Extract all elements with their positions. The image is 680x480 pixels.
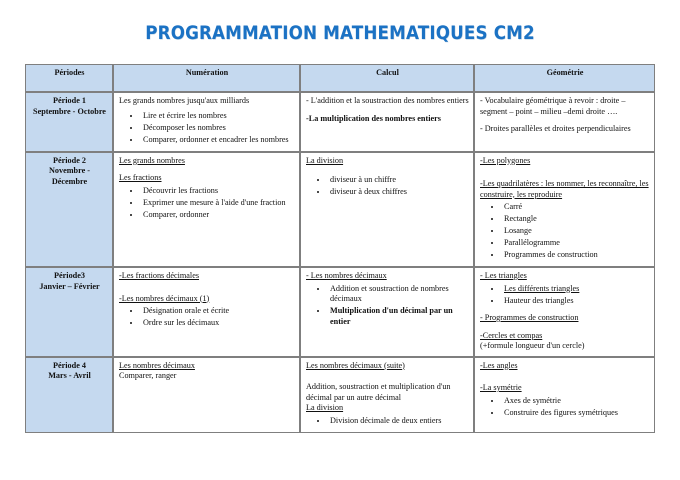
geometrie-line-2: - Droites parallèles et droites perpendiculaires — [480, 124, 631, 133]
list-item: • Parallélogramme — [502, 238, 650, 249]
list-item: • Multiplication d'un décimal par un entier — [328, 306, 469, 327]
period-name: Période 4 — [53, 360, 86, 370]
list-item: • Construire des figures symétriques — [502, 408, 650, 419]
list-item: • Découvrir les fractions — [141, 186, 295, 197]
programmation-table — [25, 64, 655, 433]
period-cell — [25, 357, 113, 433]
period-months: Septembre - Octobre — [33, 106, 106, 116]
calcul-heading: La division — [306, 155, 344, 165]
list-item: • Hauteur des triangles — [502, 296, 650, 307]
table-row — [25, 152, 655, 268]
period-name: Période 2 — [53, 155, 86, 165]
period-cell — [25, 267, 113, 357]
list-item: • Comparer, ordonner — [141, 210, 295, 221]
numeration-cell — [113, 152, 300, 268]
geometrie-bullet-list — [480, 396, 650, 419]
table-header-row — [25, 64, 655, 92]
list-item: • Axes de symétrie — [502, 396, 650, 407]
page-title: PROGRAMMATION MATHEMATIQUES CM2 — [145, 22, 535, 44]
geometrie-line-3: -Cercles et compas — [480, 330, 543, 340]
numeration-heading: Les nombres décimaux — [119, 360, 195, 370]
table-header — [25, 64, 655, 92]
period-cell — [25, 152, 113, 268]
numeration-cell — [113, 267, 300, 357]
geometrie-cell — [474, 92, 655, 152]
period-cell — [25, 92, 113, 152]
list-item: • Rectangle — [502, 214, 650, 225]
period-name: Période 1 — [53, 96, 86, 105]
calcul-heading-2: La division — [306, 403, 344, 412]
period-name: Période3 — [54, 271, 85, 280]
list-item: • Les différents triangles — [502, 284, 650, 295]
list-item: • Division décimale de deux entiers — [328, 416, 469, 427]
calcul-bullet-list — [306, 175, 469, 198]
column-header-periodes: Périodes — [25, 64, 113, 92]
calcul-cell — [300, 267, 474, 357]
calcul-cell — [300, 92, 474, 152]
column-header-numeration: Numération — [113, 64, 300, 92]
table-body — [25, 92, 655, 433]
geometrie-heading-1: -Les angles — [480, 360, 518, 370]
calcul-cell — [300, 152, 474, 268]
calcul-heading: - Les nombres décimaux — [306, 271, 387, 280]
geometrie-bullet-list — [480, 284, 650, 307]
geometrie-bullet-list — [480, 202, 650, 261]
calcul-line-2: -La multiplication des nombres entiers — [306, 113, 441, 123]
calcul-bullet-list — [306, 416, 469, 427]
geometrie-heading-1: -Les polygones — [480, 155, 531, 165]
geometrie-line-2: - Programmes de construction — [480, 313, 579, 322]
period-months: Novembre - Décembre — [48, 166, 90, 186]
numeration-heading-2: Les fractions — [119, 173, 162, 182]
geometrie-heading-2: -Les quadrilatères : les nommer, les reconnaître, les construire, les reproduire — [480, 179, 649, 199]
period-months: Janvier – Février — [39, 281, 100, 291]
calcul-cell — [300, 357, 474, 433]
numeration-line-2: Comparer, ranger — [119, 371, 177, 380]
table-row — [25, 357, 655, 433]
calcul-line-2: Addition, soustraction et multiplication d'un décimal par un autre décimal — [306, 382, 451, 402]
geometrie-line-4: (+formule longueur d'un cercle) — [480, 341, 585, 350]
list-item: • Désignation orale et écrite — [141, 306, 295, 317]
list-item: • Carré — [502, 202, 650, 213]
numeration-heading: Les grands nombres jusqu'aux milliards — [119, 96, 250, 105]
numeration-heading-1: Les grands nombres — [119, 155, 185, 165]
numeration-heading-1: -Les fractions décimales — [119, 271, 200, 280]
table-row — [25, 267, 655, 357]
numeration-bullet-list — [119, 306, 295, 329]
geometrie-cell — [474, 152, 655, 268]
calcul-heading: Les nombres décimaux (suite) — [306, 360, 405, 370]
geometrie-heading-2: -La symétrie — [480, 383, 522, 392]
calcul-bullet-list — [306, 284, 469, 328]
numeration-bullet-list — [119, 111, 295, 146]
numeration-cell — [113, 357, 300, 433]
geometrie-cell — [474, 267, 655, 357]
list-item: • Losange — [502, 226, 650, 237]
list-item: • Lire et écrire les nombres — [141, 111, 295, 122]
column-header-geometrie: Géométrie — [474, 64, 655, 92]
geometrie-cell — [474, 357, 655, 433]
period-months: Mars - Avril — [48, 371, 91, 380]
numeration-bullet-list — [119, 186, 295, 221]
list-item: • Exprimer une mesure à l'aide d'une fraction — [141, 198, 295, 209]
geometrie-line-1: - Vocabulaire géométrique à revoir : droite – segment – point – milieu –demi droite …. — [480, 96, 626, 116]
calcul-line-1: - L'addition et la soustraction des nombres entiers — [306, 96, 469, 105]
list-item: • Addition et soustraction de nombres décimaux — [328, 284, 469, 305]
numeration-heading-2: -Les nombres décimaux (1) — [119, 293, 210, 303]
list-item: • Ordre sur les décimaux — [141, 318, 295, 329]
table-row — [25, 92, 655, 152]
list-item: • diviseur à deux chiffres — [328, 187, 469, 198]
geometrie-heading-1: - Les triangles — [480, 271, 527, 280]
list-item: • diviseur à un chiffre — [328, 175, 469, 186]
list-item: • Programmes de construction — [502, 250, 650, 261]
list-item: • Décomposer les nombres — [141, 123, 295, 134]
column-header-calcul: Calcul — [300, 64, 474, 92]
list-item: • Comparer, ordonner et encadrer les nombres — [141, 135, 295, 146]
numeration-cell — [113, 92, 300, 152]
